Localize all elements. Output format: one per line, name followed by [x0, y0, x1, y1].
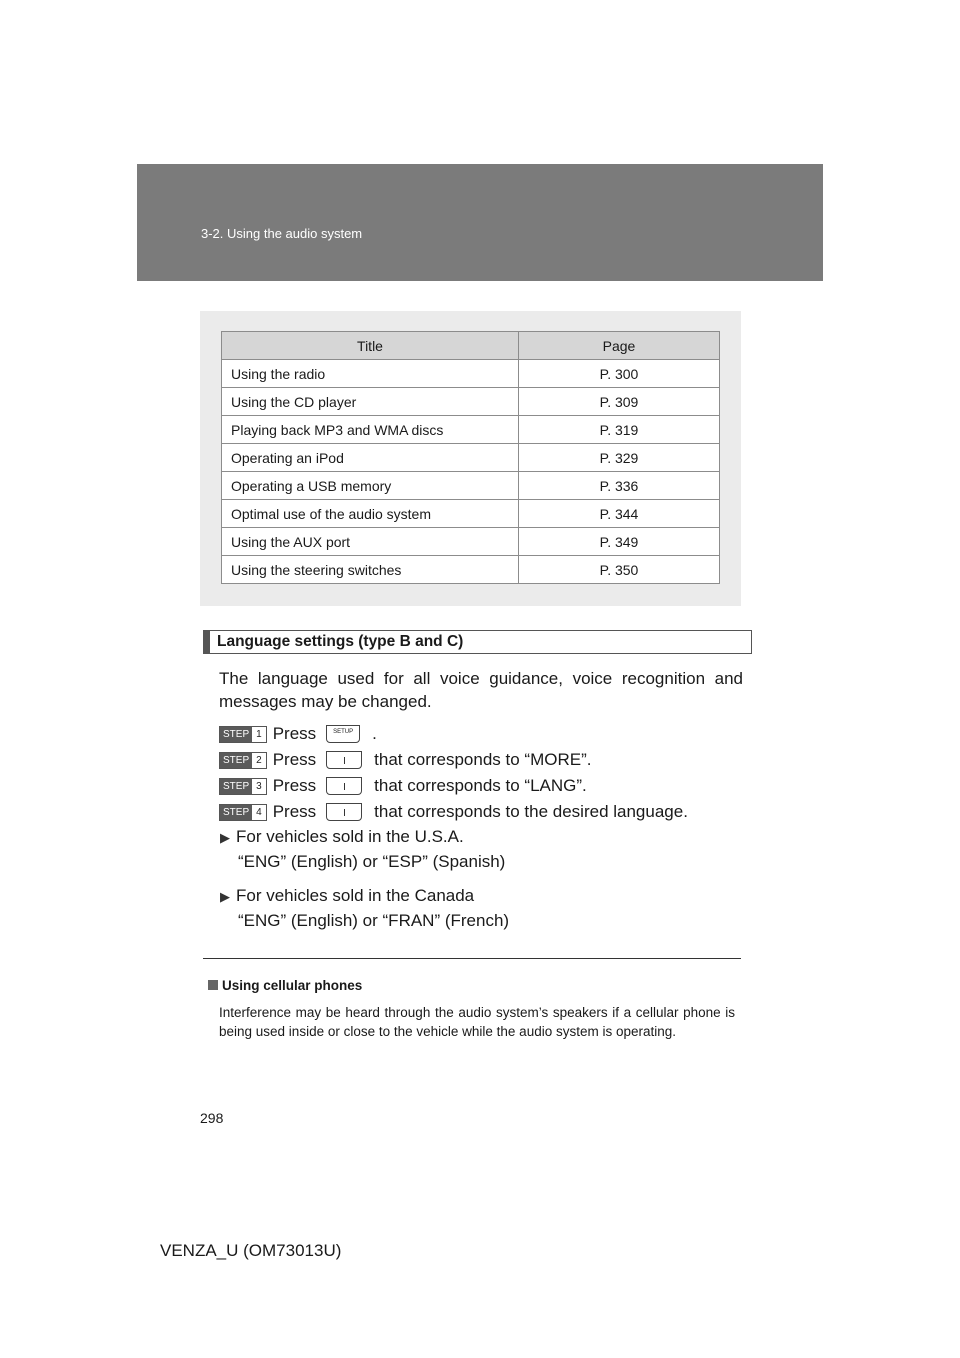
step-1 [219, 724, 377, 744]
table-row [222, 360, 720, 388]
row-page: P. 329 [519, 444, 720, 472]
bullet-title: For vehicles sold in the Canada [236, 886, 475, 905]
row-page: P. 300 [519, 360, 720, 388]
column-header-title: Title [222, 332, 519, 360]
step-press-text: Press [272, 724, 317, 743]
bullet-usa-detail: “ENG” (English) or “ESP” (Spanish) [238, 852, 506, 871]
step-badge: STEP 2 [219, 752, 267, 769]
square-bullet-icon [208, 980, 218, 990]
step-after-text: that corresponds to the desired language. [374, 802, 688, 821]
triangle-right-icon: ▶ [220, 889, 230, 904]
row-page: P. 336 [519, 472, 720, 500]
step-3 [219, 776, 587, 796]
divider [203, 958, 741, 959]
row-title: Optimal use of the audio system [222, 500, 519, 528]
step-press-text: Press [272, 802, 317, 821]
step-badge: STEP 3 [219, 778, 267, 795]
contents-table [221, 331, 720, 584]
step-2 [219, 750, 591, 770]
table-row [222, 416, 720, 444]
contents-panel [200, 311, 741, 606]
preset-button-icon [326, 803, 362, 821]
page-number: 298 [200, 1110, 224, 1126]
preset-button-icon [326, 777, 362, 795]
table-row [222, 528, 720, 556]
triangle-right-icon: ▶ [220, 830, 230, 845]
step-after-text: . [372, 724, 377, 743]
bullet-usa [220, 827, 464, 848]
step-4 [219, 802, 688, 822]
table-row [222, 388, 720, 416]
row-title: Using the CD player [222, 388, 519, 416]
document-id: VENZA_U (OM73013U) [160, 1241, 342, 1260]
row-title: Operating an iPod [222, 444, 519, 472]
step-after-text: that corresponds to “MORE”. [374, 750, 592, 769]
row-title: Using the radio [222, 360, 519, 388]
row-title: Using the steering switches [222, 556, 519, 584]
setup-button-icon: SETUP [326, 725, 360, 743]
row-title: Using the AUX port [222, 528, 519, 556]
note-text: Interference may be heard through the audio system’s speakers if a cellular phone is being used inside or close to the vehicle while the audio system is operating. [219, 1005, 735, 1039]
row-page: P. 349 [519, 528, 720, 556]
table-row [222, 444, 720, 472]
note-heading: Using cellular phones [208, 978, 362, 993]
column-header-page: Page [519, 332, 720, 360]
row-page: P. 319 [519, 416, 720, 444]
section-heading: Language settings (type B and C) [203, 630, 752, 654]
row-page: P. 350 [519, 556, 720, 584]
header-bar [137, 164, 823, 281]
table-row [222, 500, 720, 528]
step-badge: STEP 4 [219, 804, 267, 821]
table-header-row [222, 332, 720, 360]
row-page: P. 309 [519, 388, 720, 416]
step-badge: STEP 1 [219, 726, 267, 743]
bullet-canada [220, 886, 474, 907]
intro-text: The language used for all voice guidance, voice recognition and messages may be changed. [219, 669, 743, 711]
row-title: Playing back MP3 and WMA discs [222, 416, 519, 444]
table-row [222, 472, 720, 500]
table-row [222, 556, 720, 584]
section-title: 3-2. Using the audio system [201, 226, 363, 241]
row-page: P. 344 [519, 500, 720, 528]
step-press-text: Press [272, 776, 317, 795]
preset-button-icon [326, 751, 362, 769]
bullet-canada-detail: “ENG” (English) or “FRAN” (French) [238, 911, 510, 930]
row-title: Operating a USB memory [222, 472, 519, 500]
bullet-title: For vehicles sold in the U.S.A. [236, 827, 464, 846]
step-after-text: that corresponds to “LANG”. [374, 776, 587, 795]
step-press-text: Press [272, 750, 317, 769]
